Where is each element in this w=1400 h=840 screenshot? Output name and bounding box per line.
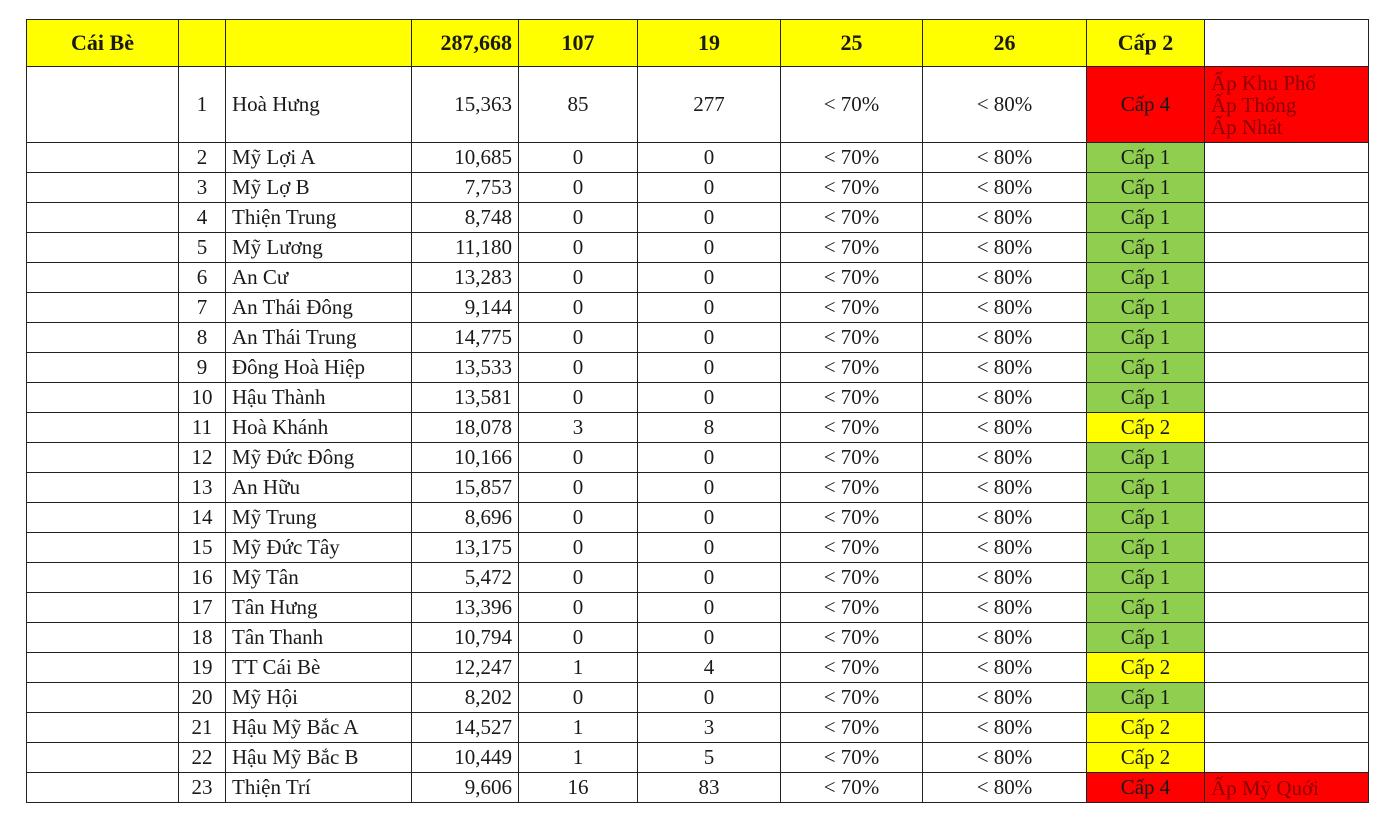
col-4-value: < 80%: [923, 293, 1087, 323]
population-value: 8,748: [412, 203, 519, 233]
col-3-value: < 70%: [781, 203, 923, 233]
col-3-value: < 70%: [781, 653, 923, 683]
col-1-value: 85: [519, 67, 638, 143]
level-badge: Cấp 1: [1087, 533, 1205, 563]
col-3-value: < 70%: [781, 323, 923, 353]
commune-name: An Cư: [226, 263, 412, 293]
header-col-4: 26: [923, 20, 1087, 67]
note-cell: [1205, 293, 1369, 323]
population-value: 7,753: [412, 173, 519, 203]
header-col-3: 25: [781, 20, 923, 67]
table-row: [27, 293, 1369, 323]
table-row: [27, 353, 1369, 383]
col-3-value: < 70%: [781, 713, 923, 743]
row-index: 13: [179, 473, 226, 503]
district-cell: [27, 563, 179, 593]
note-cell: [1205, 233, 1369, 263]
col-4-value: < 80%: [923, 173, 1087, 203]
table-row: [27, 203, 1369, 233]
table-row: [27, 143, 1369, 173]
col-2-value: 0: [638, 623, 781, 653]
commune-name: Tân Hưng: [226, 593, 412, 623]
row-index: 9: [179, 353, 226, 383]
table-row: [27, 563, 1369, 593]
row-index: 21: [179, 713, 226, 743]
col-1-value: 0: [519, 143, 638, 173]
commune-name: An Hữu: [226, 473, 412, 503]
col-4-value: < 80%: [923, 413, 1087, 443]
table-row: [27, 383, 1369, 413]
col-1-value: 0: [519, 563, 638, 593]
district-cell: [27, 473, 179, 503]
population-value: 10,794: [412, 623, 519, 653]
table-row: [27, 773, 1369, 803]
header-name: [226, 20, 412, 67]
district-cell: [27, 173, 179, 203]
col-3-value: < 70%: [781, 263, 923, 293]
population-value: 8,696: [412, 503, 519, 533]
population-value: 14,775: [412, 323, 519, 353]
commune-name: Tân Thanh: [226, 623, 412, 653]
row-index: 23: [179, 773, 226, 803]
col-3-value: < 70%: [781, 353, 923, 383]
table-row: [27, 263, 1369, 293]
col-2-value: 0: [638, 503, 781, 533]
col-3-value: < 70%: [781, 743, 923, 773]
level-badge: Cấp 1: [1087, 443, 1205, 473]
col-1-value: 1: [519, 653, 638, 683]
col-1-value: 0: [519, 353, 638, 383]
col-3-value: < 70%: [781, 173, 923, 203]
population-value: 12,247: [412, 653, 519, 683]
note-cell: [1205, 413, 1369, 443]
note-cell: [1205, 323, 1369, 353]
district-cell: [27, 383, 179, 413]
note-cell: [1205, 683, 1369, 713]
col-2-value: 277: [638, 67, 781, 143]
col-1-value: 0: [519, 473, 638, 503]
commune-name: Thiện Trung: [226, 203, 412, 233]
col-4-value: < 80%: [923, 443, 1087, 473]
table-row: [27, 503, 1369, 533]
col-4-value: < 80%: [923, 263, 1087, 293]
note-cell: [1205, 623, 1369, 653]
note-cell: [1205, 173, 1369, 203]
level-badge: Cấp 4: [1087, 67, 1205, 143]
col-2-value: 0: [638, 683, 781, 713]
col-3-value: < 70%: [781, 413, 923, 443]
note-cell: [1205, 713, 1369, 743]
population-value: 18,078: [412, 413, 519, 443]
note-cell: [1205, 533, 1369, 563]
header-idx: [179, 20, 226, 67]
level-badge: Cấp 1: [1087, 683, 1205, 713]
col-4-value: < 80%: [923, 653, 1087, 683]
table-row: [27, 683, 1369, 713]
district-cell: [27, 743, 179, 773]
col-4-value: < 80%: [923, 773, 1087, 803]
col-1-value: 0: [519, 233, 638, 263]
note-cell: [1205, 443, 1369, 473]
col-3-value: < 70%: [781, 683, 923, 713]
col-4-value: < 80%: [923, 203, 1087, 233]
col-4-value: < 80%: [923, 743, 1087, 773]
district-cell: [27, 503, 179, 533]
level-badge: Cấp 1: [1087, 353, 1205, 383]
commune-name: Mỹ Đức Đông: [226, 443, 412, 473]
col-4-value: < 80%: [923, 683, 1087, 713]
commune-name: Hậu Thành: [226, 383, 412, 413]
table-row: [27, 743, 1369, 773]
district-cell: [27, 143, 179, 173]
note-cell: [1205, 593, 1369, 623]
col-1-value: 16: [519, 773, 638, 803]
district-cell: [27, 233, 179, 263]
col-1-value: 0: [519, 503, 638, 533]
commune-name: Thiện Trí: [226, 773, 412, 803]
population-value: 15,363: [412, 67, 519, 143]
commune-name: Hậu Mỹ Bắc A: [226, 713, 412, 743]
population-value: 10,685: [412, 143, 519, 173]
row-index: 1: [179, 67, 226, 143]
col-2-value: 3: [638, 713, 781, 743]
district-cell: [27, 653, 179, 683]
row-index: 5: [179, 233, 226, 263]
row-index: 17: [179, 593, 226, 623]
level-badge: Cấp 1: [1087, 233, 1205, 263]
col-2-value: 0: [638, 263, 781, 293]
note-cell: [1205, 473, 1369, 503]
col-2-value: 0: [638, 383, 781, 413]
note-cell: [1205, 563, 1369, 593]
table-row: [27, 67, 1369, 143]
table-row: [27, 413, 1369, 443]
col-4-value: < 80%: [923, 563, 1087, 593]
district-cell: [27, 533, 179, 563]
commune-name: An Thái Trung: [226, 323, 412, 353]
note-line: Ấp Mỹ Quới: [1211, 775, 1319, 800]
commune-name: Đông Hoà Hiệp: [226, 353, 412, 383]
population-value: 13,533: [412, 353, 519, 383]
level-badge: Cấp 1: [1087, 563, 1205, 593]
note-line: Ấp Khu Phố: [1211, 70, 1317, 95]
col-1-value: 0: [519, 263, 638, 293]
commune-name: Mỹ Lương: [226, 233, 412, 263]
row-index: 6: [179, 263, 226, 293]
row-index: 12: [179, 443, 226, 473]
col-1-value: 3: [519, 413, 638, 443]
col-2-value: 5: [638, 743, 781, 773]
col-1-value: 0: [519, 293, 638, 323]
col-2-value: 0: [638, 563, 781, 593]
level-badge: Cấp 1: [1087, 503, 1205, 533]
row-index: 3: [179, 173, 226, 203]
header-row: [27, 20, 1369, 67]
col-2-value: 0: [638, 233, 781, 263]
col-4-value: < 80%: [923, 533, 1087, 563]
table-row: [27, 653, 1369, 683]
level-badge: Cấp 2: [1087, 413, 1205, 443]
district-cell: [27, 323, 179, 353]
col-4-value: < 80%: [923, 323, 1087, 353]
row-index: 14: [179, 503, 226, 533]
population-value: 9,144: [412, 293, 519, 323]
note-cell: [1205, 503, 1369, 533]
population-value: 5,472: [412, 563, 519, 593]
commune-name: Mỹ Tân: [226, 563, 412, 593]
col-4-value: < 80%: [923, 143, 1087, 173]
col-4-value: < 80%: [923, 593, 1087, 623]
col-3-value: < 70%: [781, 773, 923, 803]
commune-name: Mỹ Hội: [226, 683, 412, 713]
level-badge: Cấp 4: [1087, 773, 1205, 803]
col-4-value: < 80%: [923, 383, 1087, 413]
col-2-value: 0: [638, 353, 781, 383]
col-2-value: 8: [638, 413, 781, 443]
district-cell: [27, 263, 179, 293]
population-value: 13,581: [412, 383, 519, 413]
table-row: [27, 323, 1369, 353]
table-row: [27, 443, 1369, 473]
col-1-value: 1: [519, 713, 638, 743]
col-4-value: < 80%: [923, 713, 1087, 743]
level-badge: Cấp 1: [1087, 263, 1205, 293]
commune-name: Mỹ Lợi A: [226, 143, 412, 173]
row-index: 19: [179, 653, 226, 683]
commune-name: TT Cái Bè: [226, 653, 412, 683]
row-index: 15: [179, 533, 226, 563]
note-cell: [1205, 263, 1369, 293]
population-value: 8,202: [412, 683, 519, 713]
commune-name: Hoà Hưng: [226, 67, 412, 143]
table-row: [27, 473, 1369, 503]
note-cell: [1205, 653, 1369, 683]
col-2-value: 0: [638, 533, 781, 563]
col-2-value: 0: [638, 323, 781, 353]
level-badge: Cấp 1: [1087, 323, 1205, 353]
district-cell: [27, 293, 179, 323]
population-value: 15,857: [412, 473, 519, 503]
row-index: 7: [179, 293, 226, 323]
col-4-value: < 80%: [923, 503, 1087, 533]
row-index: 20: [179, 683, 226, 713]
col-2-value: 0: [638, 203, 781, 233]
header-population: 287,668: [412, 20, 519, 67]
population-value: 10,449: [412, 743, 519, 773]
level-badge: Cấp 2: [1087, 653, 1205, 683]
level-badge: Cấp 1: [1087, 173, 1205, 203]
population-value: 13,396: [412, 593, 519, 623]
col-1-value: 0: [519, 593, 638, 623]
level-badge: Cấp 2: [1087, 713, 1205, 743]
level-badge: Cấp 1: [1087, 203, 1205, 233]
level-badge: Cấp 1: [1087, 293, 1205, 323]
population-value: 10,166: [412, 443, 519, 473]
col-1-value: 0: [519, 533, 638, 563]
header-note: [1205, 20, 1369, 67]
district-cell: [27, 713, 179, 743]
table-row: [27, 233, 1369, 263]
col-2-value: 0: [638, 293, 781, 323]
col-3-value: < 70%: [781, 473, 923, 503]
col-3-value: < 70%: [781, 623, 923, 653]
col-4-value: < 80%: [923, 473, 1087, 503]
row-index: 4: [179, 203, 226, 233]
header-col-1: 107: [519, 20, 638, 67]
district-cell: [27, 413, 179, 443]
level-badge: Cấp 1: [1087, 593, 1205, 623]
col-1-value: 0: [519, 623, 638, 653]
col-1-value: 0: [519, 683, 638, 713]
col-3-value: < 70%: [781, 593, 923, 623]
col-3-value: < 70%: [781, 143, 923, 173]
col-1-value: 0: [519, 173, 638, 203]
table-row: [27, 533, 1369, 563]
note-cell: [1205, 203, 1369, 233]
note-cell: [1205, 743, 1369, 773]
district-cell: [27, 353, 179, 383]
district-cell: [27, 67, 179, 143]
col-3-value: < 70%: [781, 233, 923, 263]
commune-name: Hoà Khánh: [226, 413, 412, 443]
col-2-value: 0: [638, 473, 781, 503]
row-index: 8: [179, 323, 226, 353]
district-cell: [27, 683, 179, 713]
district-cell: [27, 773, 179, 803]
col-2-value: 83: [638, 773, 781, 803]
population-value: 9,606: [412, 773, 519, 803]
population-value: 11,180: [412, 233, 519, 263]
commune-table: [26, 19, 1369, 803]
col-1-value: 1: [519, 743, 638, 773]
note-cell: [1205, 383, 1369, 413]
col-2-value: 4: [638, 653, 781, 683]
level-badge: Cấp 2: [1087, 743, 1205, 773]
col-3-value: < 70%: [781, 563, 923, 593]
commune-name: Hậu Mỹ Bắc B: [226, 743, 412, 773]
commune-name: Mỹ Trung: [226, 503, 412, 533]
col-1-value: 0: [519, 203, 638, 233]
district-cell: [27, 593, 179, 623]
level-badge: Cấp 1: [1087, 473, 1205, 503]
note-cell: [1205, 353, 1369, 383]
col-2-value: 0: [638, 173, 781, 203]
level-badge: Cấp 1: [1087, 623, 1205, 653]
district-cell: [27, 203, 179, 233]
col-3-value: < 70%: [781, 293, 923, 323]
level-badge: Cấp 1: [1087, 143, 1205, 173]
col-4-value: < 80%: [923, 353, 1087, 383]
note-cell: [1205, 143, 1369, 173]
population-value: 14,527: [412, 713, 519, 743]
note-line: Ấp Thống: [1211, 92, 1297, 117]
col-1-value: 0: [519, 323, 638, 353]
col-3-value: < 70%: [781, 503, 923, 533]
population-value: 13,175: [412, 533, 519, 563]
table-row: [27, 593, 1369, 623]
col-3-value: < 70%: [781, 67, 923, 143]
commune-name: Mỹ Lợ B: [226, 173, 412, 203]
header-col-2: 19: [638, 20, 781, 67]
col-2-value: 0: [638, 593, 781, 623]
district-cell: [27, 623, 179, 653]
col-1-value: 0: [519, 383, 638, 413]
col-4-value: < 80%: [923, 623, 1087, 653]
header-level: Cấp 2: [1087, 20, 1205, 67]
row-index: 18: [179, 623, 226, 653]
col-3-value: < 70%: [781, 533, 923, 563]
table-row: [27, 173, 1369, 203]
level-badge: Cấp 1: [1087, 383, 1205, 413]
row-index: 2: [179, 143, 226, 173]
col-1-value: 0: [519, 443, 638, 473]
row-index: 22: [179, 743, 226, 773]
commune-name: An Thái Đông: [226, 293, 412, 323]
note-cell: [1205, 773, 1369, 803]
population-value: 13,283: [412, 263, 519, 293]
commune-name: Mỹ Đức Tây: [226, 533, 412, 563]
district-name: Cái Bè: [27, 20, 179, 67]
row-index: 11: [179, 413, 226, 443]
note-line: Ấp Nhất: [1211, 114, 1283, 139]
district-cell: [27, 443, 179, 473]
col-4-value: < 80%: [923, 67, 1087, 143]
col-2-value: 0: [638, 443, 781, 473]
table-row: [27, 713, 1369, 743]
col-4-value: < 80%: [923, 233, 1087, 263]
note-cell: [1205, 67, 1369, 143]
col-3-value: < 70%: [781, 383, 923, 413]
table-row: [27, 623, 1369, 653]
row-index: 16: [179, 563, 226, 593]
col-2-value: 0: [638, 143, 781, 173]
col-3-value: < 70%: [781, 443, 923, 473]
row-index: 10: [179, 383, 226, 413]
